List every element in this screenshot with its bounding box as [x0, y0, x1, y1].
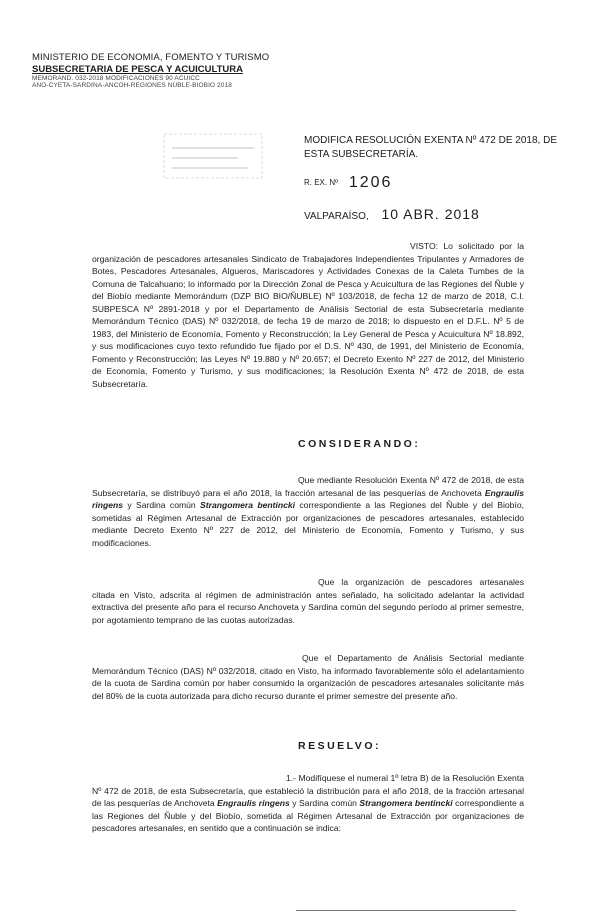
- resolution-number: [304, 174, 564, 192]
- faded-stamp-mark: [158, 128, 268, 184]
- memo-reference: MEMORAND. 032-2018 MODIFICACIONES 90 ACUICC: [32, 75, 200, 82]
- resolution-number-label: R. EX. Nº: [304, 178, 339, 187]
- considerando-p1-text-b: y Sardina común: [123, 500, 201, 510]
- resolution-title-line-1: MODIFICA RESOLUCIÓN EXENTA Nº 472 DE 2018, DE: [304, 135, 557, 146]
- species-sardina: Strangomera bentincki: [200, 500, 296, 510]
- resolution-title-line-2: ESTA SUBSECRETARÍA.: [304, 149, 419, 160]
- considerando-paragraph-3: [92, 652, 524, 702]
- ministry-name: MINISTERIO DE ECONOMIA, FOMENTO Y TURISMO: [32, 52, 270, 63]
- considerando-paragraph-2: [92, 576, 524, 626]
- resuelvo-paragraph-1: [92, 772, 524, 835]
- species-anchoveta: Engraulis ringens: [217, 798, 290, 808]
- resolution-title: [304, 134, 564, 162]
- subsecretaria-name: SUBSECRETARIA DE PESCA Y ACUICULTURA: [32, 64, 243, 75]
- visto-paragraph: [92, 240, 524, 390]
- resuelvo-p1-text-b: y Sardina común: [289, 798, 360, 808]
- species-anchoveta: Engraulis ringens: [92, 487, 524, 510]
- considerando-p3-text: Que el Departamento de Análisis Sectorial mediante Memorándum Técnico (DAS) Nº 032/2018, citado en Visto, ha informado favorablemente sólo el adelantamiento de la cuota de Sardina común por haber consumido la organización de pescadores artesanales solicitante más del 80% de la cuota autorizada para dicho recurso durante el primer semestre del presente año.: [92, 653, 524, 701]
- resolution-date: [304, 206, 564, 222]
- resolution-date-value: 10 ABR. 2018: [381, 206, 480, 222]
- visto-text: Lo solicitado por la organización de pescadores artesanales Sindicato de Trabajadores Independientes Tripulantes y Armadores de Botes, Pescadores Artesanales, Algueros, Mariscadores y Actividades Conexas de la Caleta Tumbes de la Comuna de Talcahuano; lo informado por la Dirección Zonal de Pesca y Acuicultura de las Regiones del Ñuble y del Biobío mediante Memorándum (DZP BIO BIO/ÑUBLE) Nº 103/2018, de fecha 12 de marzo de 2018, C.I. SUBPESCA Nº 2891-2018 y por el Departamento de Análisis Sectorial de esta Subsecretaría mediante Memorándum Técnico (DAS) Nº 032/2018, de fecha 19 de marzo de 2018; lo dispuesto en el D.F.L. Nº 5 de 1983, del Ministerio de Economía, Fomento y Reconstrucción; la Ley General de Pesca y Acuicultura Nº 18.892, y sus modificaciones cuyo texto refundido fue fijado por el D.S. Nº 430, de 1991, del Ministerio de Economía, Fomento y Reconstrucción; las Leyes Nº 19.880 y Nº 20.657; el Decreto Exento Nº 227 de 2012, del Ministerio de Economía, Fomento y Turismo, y sus modificaciones; la Resolución Exenta Nº 472 de 2018, de esta Subsecretaría.: [92, 241, 524, 389]
- resolution-number-value: 1206: [348, 174, 393, 191]
- considerando-p2-text: Que la organización de pescadores artesanales citada en Visto, adscrita al régimen de administración antes señalado, ha solicitado adelantar la actividad extractiva del presente año para el recurso Anchoveta y Sardina común del segundo período al primer semestre, por agotamiento temprano de las cuotas autorizadas.: [92, 577, 524, 625]
- resolution-place: VALPARAÍSO,: [304, 211, 369, 222]
- considerando-p1-text-c: correspondiente a las Regiones del Ñuble y del Biobío, sometidas al Régimen Artesanal de Extracción por organizaciones de pescadores artesanales, establecido mediante Decreto Exento Nº 227 de 2012, del Ministerio de Economía, Fomento y Turismo, y sus modificaciones.: [92, 500, 525, 548]
- considerando-paragraph-1: [92, 474, 524, 549]
- visto-lead: VISTO:: [410, 241, 439, 251]
- considerando-heading: CONSIDERANDO:: [298, 438, 421, 450]
- resuelvo-p1-text-a: 1.- Modifíquese el numeral 1º letra B) de la Resolución Exenta Nº 472 de 2018, de esta Subsecretaría, que estableció la distribución para el año 2018, de la fracción artesanal de las pesquerías de Anchoveta: [92, 773, 524, 808]
- resuelvo-p1-text-c: correspondiente a las Regiones del Ñuble y del Biobío, sometida al Régimen Artesanal de Extracción por organizaciones de pescadores artesanales, en sentido que a continuación se indica:: [92, 798, 524, 833]
- resuelvo-heading: RESUELVO:: [298, 740, 381, 752]
- considerando-p1-text-a: Que mediante Resolución Exenta Nº 472 de 2018, de esta Subsecretaría, se distribuyó para el año 2018, la fracción artesanal de las pesquerías de Anchoveta: [92, 475, 524, 498]
- footer-rule: [296, 910, 516, 911]
- file-reference: ANO-CYETA-SARDINA-ANCOH-REGIONES NUBLE-BIOBIO 2018: [32, 82, 232, 89]
- species-sardina: Strangomera bentincki: [359, 798, 453, 808]
- letterhead: [32, 52, 272, 89]
